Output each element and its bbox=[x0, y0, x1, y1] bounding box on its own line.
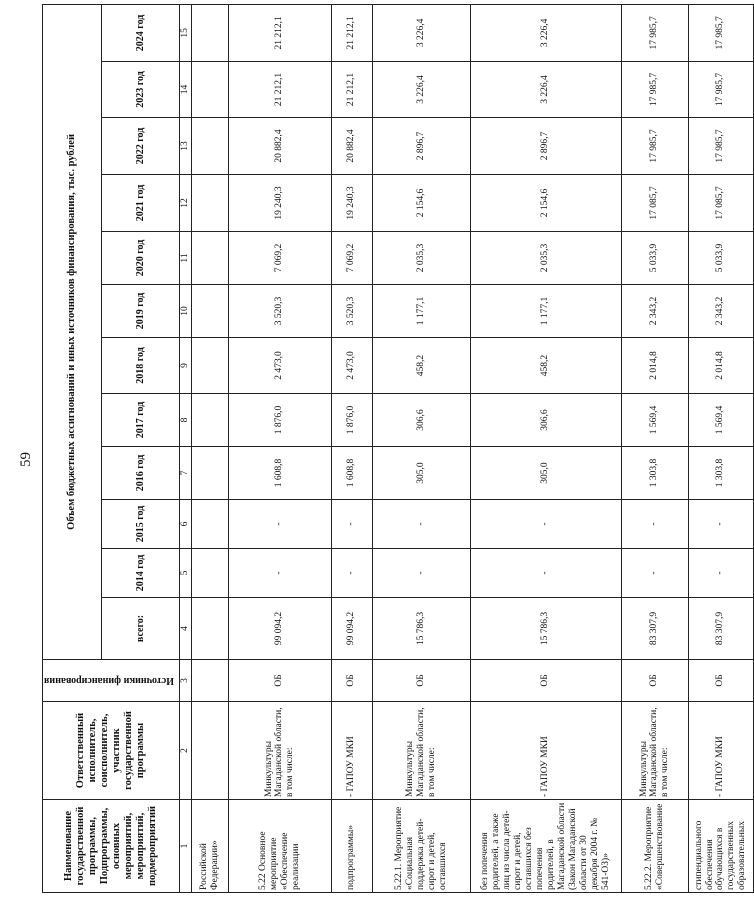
column-number: 14 bbox=[179, 62, 191, 118]
row-year-value-cell: 3 226,4 bbox=[372, 4, 470, 61]
row-year-value-cell: 7 069,2 bbox=[228, 232, 331, 285]
row-responsible-cell: Минкультуры Магаданской области, в том числе: bbox=[228, 702, 331, 800]
row-year-value-cell: 17 985,7 bbox=[688, 4, 753, 61]
column-number: 11 bbox=[179, 232, 191, 285]
row-year-value-cell bbox=[191, 232, 228, 285]
row-year-value-cell: 2 014,8 bbox=[688, 338, 753, 394]
row-name-cell: 5.22.1. Мероприятие «Социальная поддержка детей-сирот и детей, оставшихся bbox=[372, 800, 470, 893]
column-number: 10 bbox=[179, 285, 191, 338]
row-year-value-cell: 21 212,1 bbox=[331, 62, 372, 118]
row-year-value-cell: 2 014,8 bbox=[621, 338, 688, 394]
row-year-value-cell: - bbox=[372, 549, 470, 598]
row-year-value-cell: 2 035,3 bbox=[470, 232, 621, 285]
row-year-value-cell: - bbox=[228, 500, 331, 549]
row-total-cell: 83 307,9 bbox=[688, 598, 753, 660]
header-year: 2016 год bbox=[101, 447, 179, 500]
row-year-value-cell: - bbox=[228, 549, 331, 598]
row-year-value-cell bbox=[191, 118, 228, 175]
row-name-cell: стипендиального обеспечения обучающихся в государственных образовательных bbox=[688, 800, 753, 893]
row-year-value-cell: 1 608,8 bbox=[331, 447, 372, 500]
header-year: 2023 год bbox=[101, 62, 179, 118]
row-year-value-cell: 2 473,0 bbox=[331, 338, 372, 394]
row-year-value-cell bbox=[191, 285, 228, 338]
row-source-cell: ОБ bbox=[331, 660, 372, 702]
header-name: Наименование государственной программы, Подпрограммы, основных мероприятий, мероприятий, подмероприятий bbox=[43, 800, 180, 893]
table-row bbox=[228, 4, 331, 892]
row-year-value-cell: 3 520,3 bbox=[228, 285, 331, 338]
row-year-value-cell: 1 569,4 bbox=[688, 394, 753, 447]
column-number: 6 bbox=[179, 500, 191, 549]
header-year: 2020 год bbox=[101, 232, 179, 285]
row-source-cell: ОБ bbox=[688, 660, 753, 702]
table-row bbox=[331, 4, 372, 892]
row-responsible-cell: - ГАПОУ МКИ bbox=[470, 702, 621, 800]
row-year-value-cell: - bbox=[470, 549, 621, 598]
row-responsible-cell: Минкультуры Магаданской области, в том числе: bbox=[372, 702, 470, 800]
row-name-cell: 5.22.2. Мероприятие «Совершенствование bbox=[621, 800, 688, 893]
column-number: 7 bbox=[179, 447, 191, 500]
row-year-value-cell bbox=[191, 500, 228, 549]
row-year-value-cell: 17 085,7 bbox=[621, 175, 688, 232]
row-year-value-cell: 1 303,8 bbox=[688, 447, 753, 500]
row-source-cell: ОБ bbox=[372, 660, 470, 702]
header-year: 2021 год bbox=[101, 175, 179, 232]
row-year-value-cell: 17 985,7 bbox=[621, 62, 688, 118]
row-year-value-cell: 458,2 bbox=[470, 338, 621, 394]
row-year-value-cell: 21 212,1 bbox=[228, 4, 331, 61]
row-source-cell: ОБ bbox=[470, 660, 621, 702]
column-number: 4 bbox=[179, 598, 191, 660]
header-source: Источники финансирования bbox=[43, 660, 180, 702]
table-row bbox=[191, 4, 228, 892]
row-name-cell: подпрограммы» bbox=[331, 800, 372, 893]
row-year-value-cell: 2 154,6 bbox=[372, 175, 470, 232]
header-year: 2014 год bbox=[101, 549, 179, 598]
row-year-value-cell bbox=[191, 549, 228, 598]
row-year-value-cell: 17 085,7 bbox=[688, 175, 753, 232]
column-number: 8 bbox=[179, 394, 191, 447]
row-year-value-cell: 20 882,4 bbox=[331, 118, 372, 175]
header-year: 2019 год bbox=[101, 285, 179, 338]
row-year-value-cell bbox=[191, 62, 228, 118]
row-year-value-cell: 2 473,0 bbox=[228, 338, 331, 394]
row-responsible-cell bbox=[191, 702, 228, 800]
row-year-value-cell: 1 177,1 bbox=[470, 285, 621, 338]
header-responsible: Ответственный исполнитель, соисполнитель, участник государственной программы bbox=[43, 702, 180, 800]
row-year-value-cell: - bbox=[331, 549, 372, 598]
row-year-value-cell: - bbox=[621, 549, 688, 598]
row-year-value-cell bbox=[191, 4, 228, 61]
row-year-value-cell bbox=[191, 394, 228, 447]
row-year-value-cell: 305,0 bbox=[372, 447, 470, 500]
row-total-cell: 99 094,2 bbox=[228, 598, 331, 660]
column-number: 3 bbox=[179, 660, 191, 702]
row-year-value-cell: 5 033,9 bbox=[688, 232, 753, 285]
header-year: 2018 год bbox=[101, 338, 179, 394]
row-year-value-cell: 1 177,1 bbox=[372, 285, 470, 338]
row-year-value-cell: 21 212,1 bbox=[331, 4, 372, 61]
header-total: всего: bbox=[101, 598, 179, 660]
column-number: 5 bbox=[179, 549, 191, 598]
row-total-cell: 15 786,3 bbox=[372, 598, 470, 660]
table-row bbox=[372, 4, 470, 892]
row-year-value-cell: 458,2 bbox=[372, 338, 470, 394]
row-year-value-cell bbox=[191, 175, 228, 232]
row-responsible-cell: - ГАПОУ МКИ bbox=[331, 702, 372, 800]
row-total-cell bbox=[191, 598, 228, 660]
row-total-cell: 15 786,3 bbox=[470, 598, 621, 660]
row-year-value-cell: 306,6 bbox=[470, 394, 621, 447]
row-name-cell: Российской Федерации» bbox=[191, 800, 228, 893]
row-year-value-cell: 2 154,6 bbox=[470, 175, 621, 232]
row-year-value-cell: 2 343,2 bbox=[621, 285, 688, 338]
column-number: 13 bbox=[179, 118, 191, 175]
row-total-cell: 83 307,9 bbox=[621, 598, 688, 660]
row-year-value-cell: 3 226,4 bbox=[470, 62, 621, 118]
row-year-value-cell: 7 069,2 bbox=[331, 232, 372, 285]
row-source-cell bbox=[191, 660, 228, 702]
row-year-value-cell bbox=[191, 447, 228, 500]
column-number: 1 bbox=[179, 800, 191, 893]
row-year-value-cell: - bbox=[331, 500, 372, 549]
row-year-value-cell: 2 343,2 bbox=[688, 285, 753, 338]
row-year-value-cell: 17 985,7 bbox=[688, 62, 753, 118]
row-year-value-cell bbox=[191, 338, 228, 394]
row-year-value-cell: - bbox=[688, 549, 753, 598]
row-year-value-cell: 21 212,1 bbox=[228, 62, 331, 118]
row-name-cell: без попечения родителей, а также лиц из числа детей-сирот и детей, оставшихся без попечения родителей, в Магаданской области (Закон Магаданской области от 30 декабря 2004 г. № 541-ОЗ)» bbox=[470, 800, 621, 893]
header-year: 2017 год bbox=[101, 394, 179, 447]
header-year: 2022 год bbox=[101, 118, 179, 175]
table-row bbox=[688, 4, 753, 892]
row-source-cell: ОБ bbox=[228, 660, 331, 702]
row-year-value-cell: - bbox=[372, 500, 470, 549]
header-year: 2015 год bbox=[101, 500, 179, 549]
row-year-value-cell: 1 303,8 bbox=[621, 447, 688, 500]
header-year: 2024 год bbox=[101, 4, 179, 61]
table-row bbox=[470, 4, 621, 892]
row-source-cell: ОБ bbox=[621, 660, 688, 702]
row-year-value-cell: 306,6 bbox=[372, 394, 470, 447]
row-responsible-cell: Минкультуры Магаданской области, в том числе: bbox=[621, 702, 688, 800]
column-number: 15 bbox=[179, 4, 191, 61]
row-year-value-cell: 1 876,0 bbox=[228, 394, 331, 447]
row-responsible-cell: - ГАПОУ МКИ bbox=[688, 702, 753, 800]
column-number-row bbox=[179, 4, 191, 892]
row-year-value-cell: 1 876,0 bbox=[331, 394, 372, 447]
financing-table bbox=[42, 4, 754, 893]
header-volume-caption: Объем бюджетных ассигнований и иных источников финансирования, тыс. рублей bbox=[43, 4, 102, 659]
row-year-value-cell: 305,0 bbox=[470, 447, 621, 500]
page-number: 59 bbox=[18, 452, 34, 467]
row-year-value-cell: 3 226,4 bbox=[470, 4, 621, 61]
row-year-value-cell: 2 896,7 bbox=[470, 118, 621, 175]
row-year-value-cell: 3 226,4 bbox=[372, 62, 470, 118]
row-year-value-cell: 17 985,7 bbox=[621, 118, 688, 175]
row-year-value-cell: 5 033,9 bbox=[621, 232, 688, 285]
row-name-cell: 5.22 Основное мероприятие «Обеспечение реализации bbox=[228, 800, 331, 893]
column-number: 2 bbox=[179, 702, 191, 800]
row-year-value-cell: 3 520,3 bbox=[331, 285, 372, 338]
row-year-value-cell: 17 985,7 bbox=[688, 118, 753, 175]
row-year-value-cell: 19 240,3 bbox=[228, 175, 331, 232]
row-year-value-cell: 20 882,4 bbox=[228, 118, 331, 175]
row-year-value-cell: - bbox=[621, 500, 688, 549]
row-year-value-cell: 19 240,3 bbox=[331, 175, 372, 232]
row-year-value-cell: 1 569,4 bbox=[621, 394, 688, 447]
row-year-value-cell: 2 896,7 bbox=[372, 118, 470, 175]
row-year-value-cell: - bbox=[688, 500, 753, 549]
row-year-value-cell: 1 608,8 bbox=[228, 447, 331, 500]
table-row bbox=[621, 4, 688, 892]
column-number: 12 bbox=[179, 175, 191, 232]
row-year-value-cell: 2 035,3 bbox=[372, 232, 470, 285]
row-year-value-cell: 17 985,7 bbox=[621, 4, 688, 61]
row-total-cell: 99 094,2 bbox=[331, 598, 372, 660]
column-number: 9 bbox=[179, 338, 191, 394]
row-year-value-cell: - bbox=[470, 500, 621, 549]
